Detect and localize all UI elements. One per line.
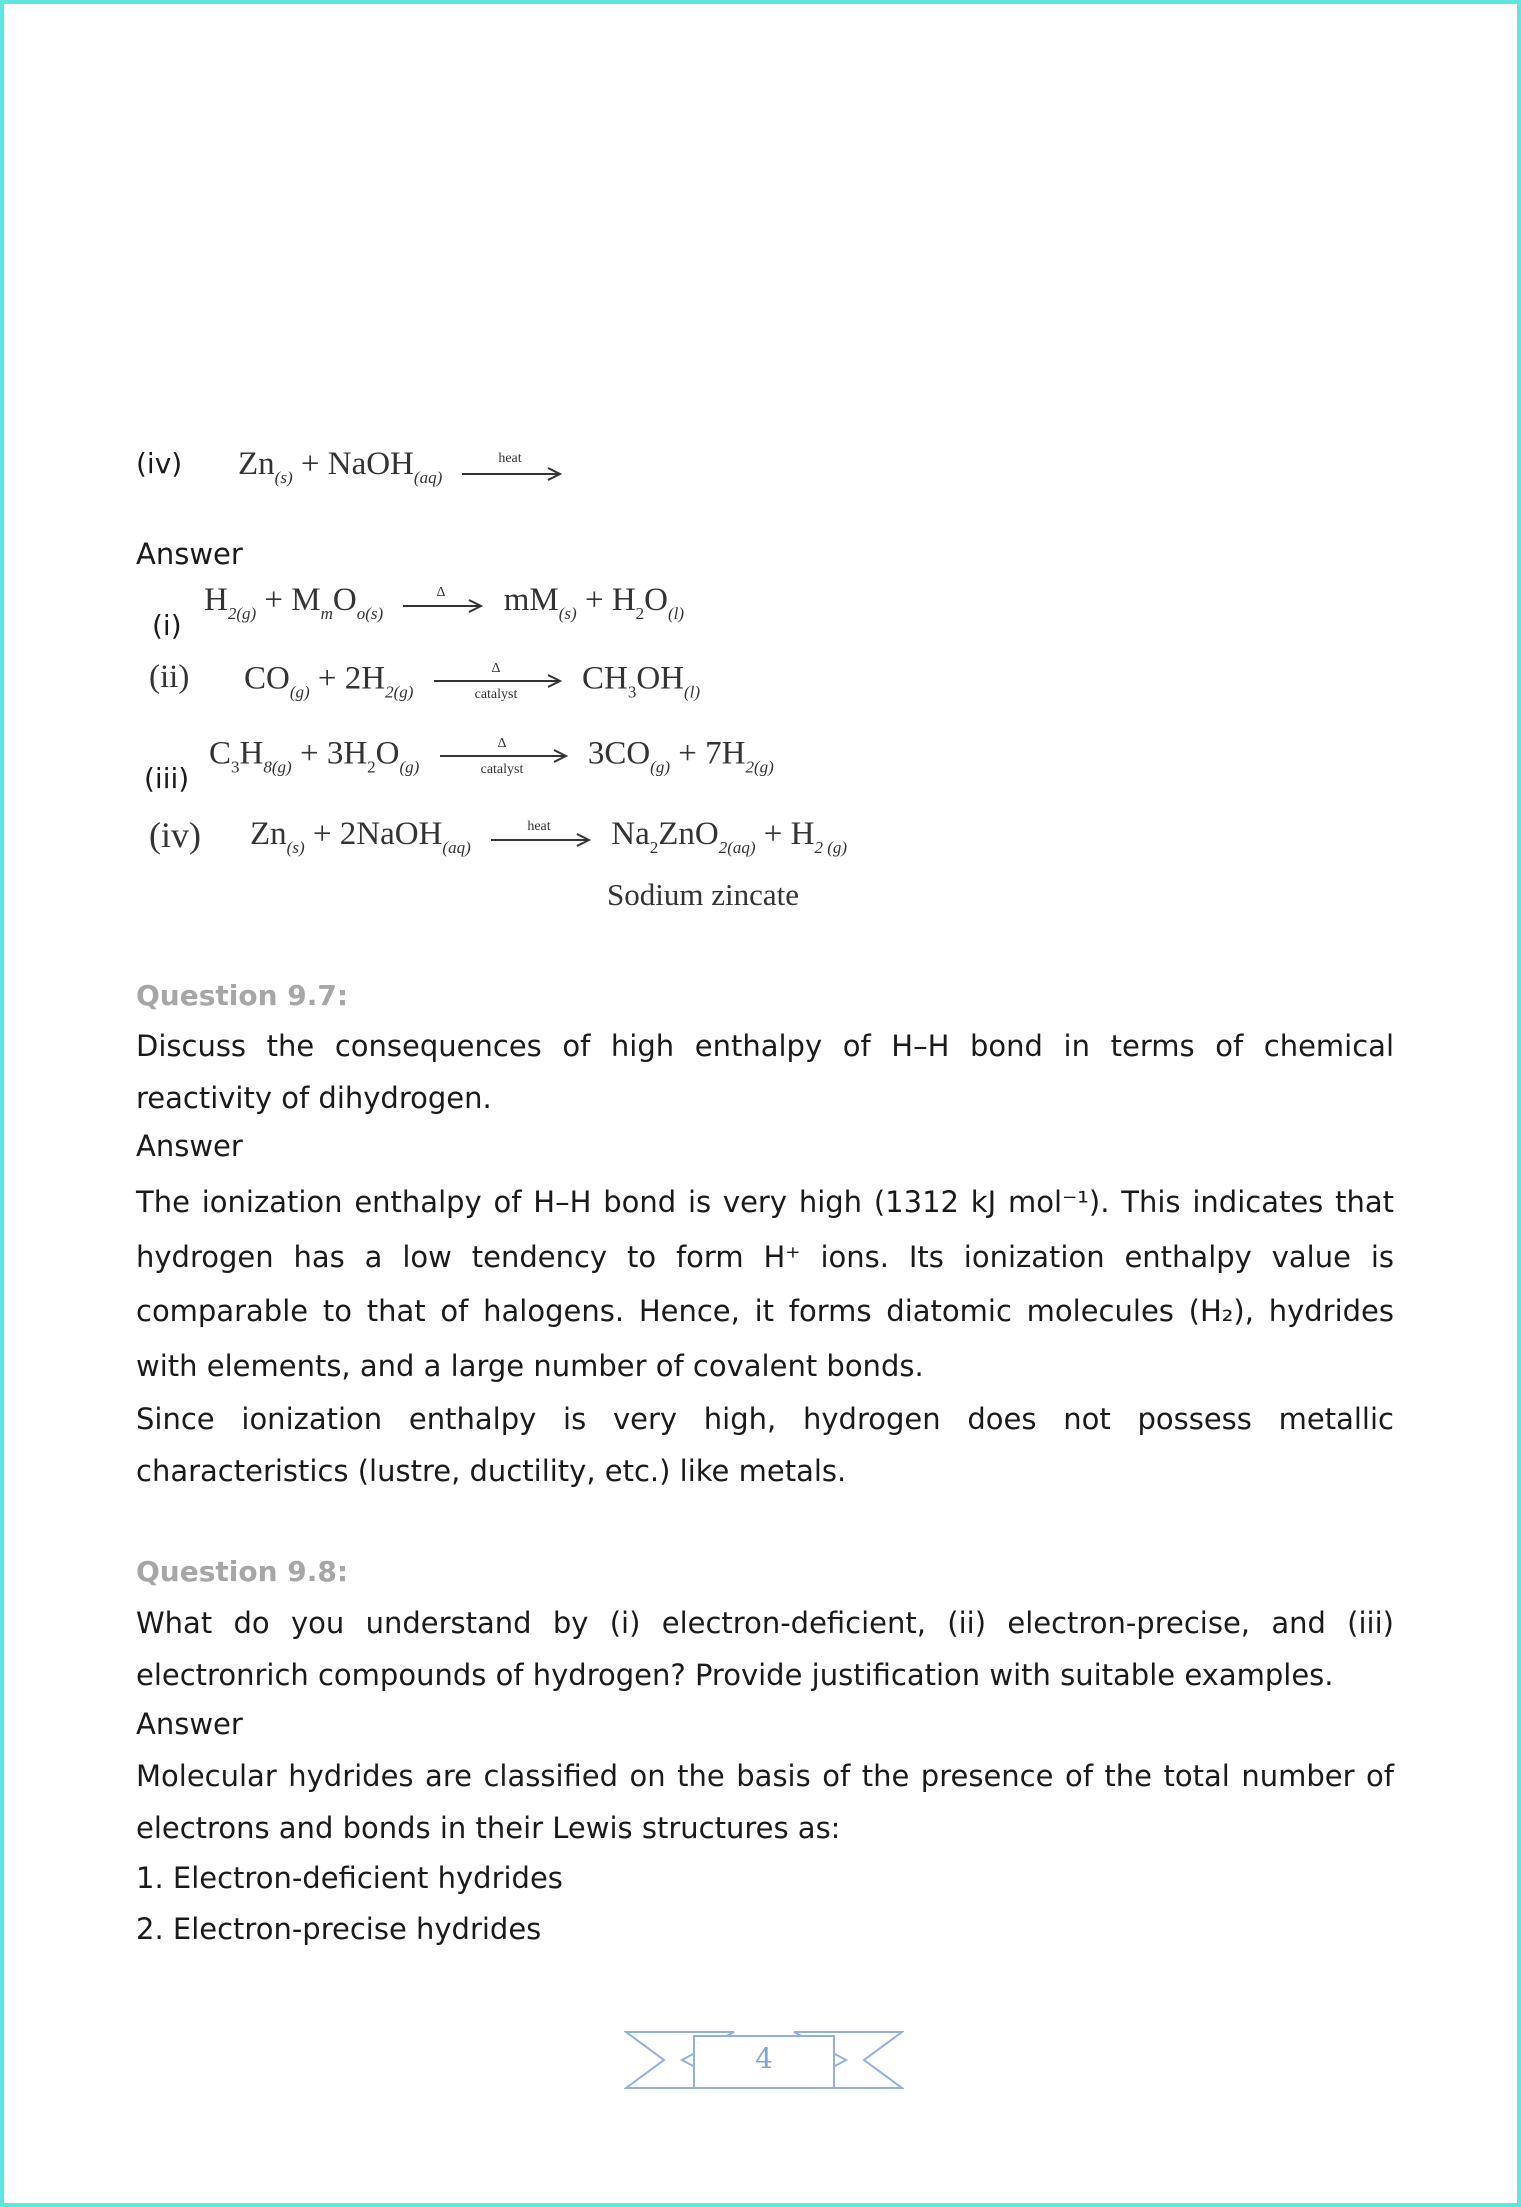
answer-label: Answer (136, 1129, 243, 1163)
answer-paragraph: Molecular hydrides are classified on the basis of the presence of the total number of electrons and bonds in their Lewis structures as: (136, 1759, 1394, 1845)
product-note: Sodium zincate (607, 877, 799, 912)
equation-label: (iii) (144, 762, 190, 795)
question-text: What do you understand by (i) electron-deficient, (ii) electron-precise, and (iii) electronrich compounds of hydrogen? Provide justification with suitable examples. (136, 1606, 1394, 1692)
svg-text:heat: heat (498, 451, 523, 467)
reaction-arrow (489, 816, 593, 856)
svg-text:Δ: Δ (497, 736, 507, 751)
equation-label: (i) (152, 609, 182, 642)
page-number: 4 (755, 2042, 773, 2075)
svg-text:catalyst: catalyst (474, 687, 518, 702)
question-heading: Question 9.8: (136, 1555, 349, 1588)
reaction-arrow (432, 659, 564, 703)
answer-label: Answer (136, 1707, 243, 1741)
equation-i: $H_{2(g)} + M_mO_{o(s)}$ Δ $mM_{(s)} + H_2O_{(l)}$ (204, 582, 685, 623)
question-text: Discuss the consequences of high enthalpy of H–H bond in terms of chemical reactivity of dihydrogen. (136, 1029, 1394, 1115)
svg-text:heat: heat (527, 819, 551, 835)
equation-ii: $CO_{(g)} + 2H_{2(g)}$ Δ catalyst $CH_3OH_{(l)}$ (244, 660, 701, 702)
answer-paragraph: Since ionization enthalpy is very high, hydrogen does not possess metallic characteristics (lustre, ductility, etc.) like metals. (136, 1402, 1394, 1488)
answer-paragraph: The ionization enthalpy of H–H bond is very high (1312 kJ mol⁻¹). This indicates that hydrogen has a low tendency to form H⁺ ions. Its ionization enthalpy value is comparable to that of halogens. Hence, it forms diatomic molecules (H₂), hydrides with elements, and a large number of covalent bonds. (136, 1185, 1394, 1383)
answer-label: Answer (136, 537, 243, 571)
reaction-arrow (438, 734, 570, 778)
svg-text:Δ: Δ (436, 585, 446, 601)
svg-text:Δ: Δ (491, 661, 501, 676)
reaction-arrow (460, 446, 564, 486)
list-item: 1. Electron-deficient hydrides (136, 1861, 563, 1895)
list-item: 2. Electron-precise hydrides (136, 1912, 542, 1946)
equation-iv-answer: $Zn_{(s)}$ + 2NaOH$_{(aq)}$ heat $Na_2ZnO_{2(aq)} + H_{2 (g)}$ (250, 816, 848, 857)
equation-label: (iv) (136, 447, 183, 480)
page-number-badge (624, 2024, 904, 2096)
equation-label: (ii) (149, 659, 190, 695)
equation-label: (iv) (149, 815, 201, 855)
equation-iv-question: $Zn_{(s)}$ + NaOH$_{(aq)}$ heat (238, 446, 574, 486)
svg-text:catalyst: catalyst (480, 762, 523, 777)
equation-iii: $C_3H_{8(g)} + 3H_2O_{(g)}$ Δ catalyst $3CO_{(g)} + 7H_{2(g)}$ (209, 735, 774, 777)
question-heading: Question 9.7: (136, 979, 349, 1012)
reaction-arrow (401, 582, 485, 622)
